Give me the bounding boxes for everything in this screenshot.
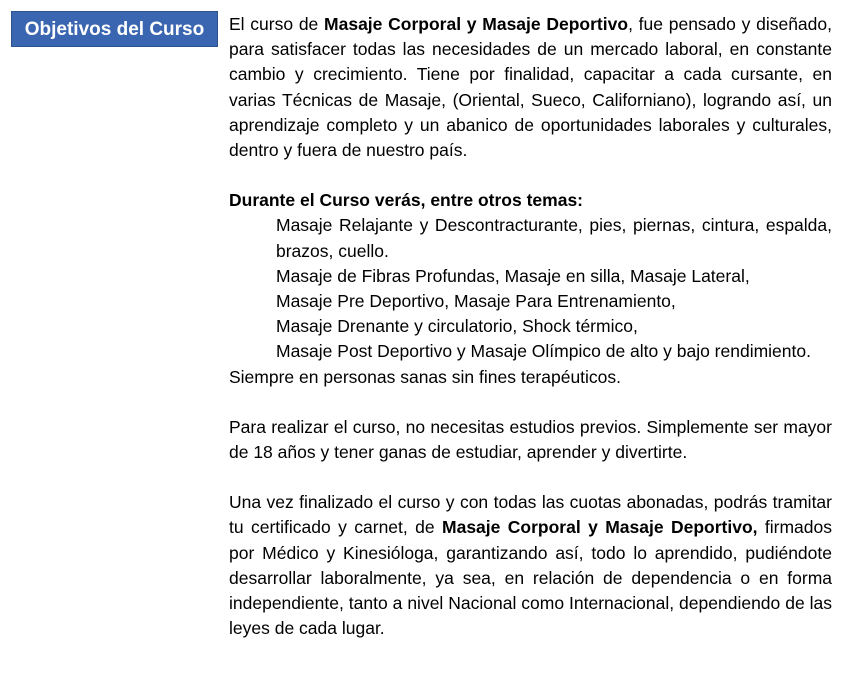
intro-text-end: , fue pensado y diseñado, para satisfacer todas las necesidades de un mercado laboral, en constante cambio y crecimiento. Tiene por finalidad, capacitar a cada cursante, en varias Técnicas de Masaje, (Oriental, Sueco, Californiano), logrando así, un aprendizaje completo y un abanico de oportunidades laborales y culturales, dentro y fuera de nuestro país. bbox=[229, 14, 832, 161]
certificate-text-end: firmados por Médico y Kinesióloga, garantizando así, todo lo aprendido, pudiéndote desarrollar laboralmente, ya sea, en relación de dependencia o en forma independiente, tanto a nivel Nacional como Internacional, dependiendo de las leyes de cada lugar. bbox=[229, 517, 832, 639]
certificate-text-start: Una vez finalizado el curso y con todas las cuotas abonadas, podrás tramitar tu certificado y carnet, de bbox=[229, 492, 832, 538]
topics-footer: Siempre en personas sanas sin fines terapéuticos. bbox=[229, 366, 622, 387]
topics-heading: Durante el Curso verás, entre otros temas: bbox=[229, 190, 584, 211]
intro-paragraph bbox=[229, 12, 832, 163]
course-name-bold: Masaje Corporal y Masaje Deportivo bbox=[324, 14, 629, 34]
spacer bbox=[229, 163, 832, 188]
certificate-name-bold: Masaje Corporal y Masaje Deportivo, bbox=[442, 517, 758, 538]
topic-item: Masaje Drenante y circulatorio, Shock térmico, bbox=[276, 316, 638, 337]
topic-item: Masaje Relajante y Descontracturante, pies, piernas, cintura, espalda, brazos, cuello. bbox=[276, 215, 832, 261]
topic-item: Masaje Post Deportivo y Masaje Olímpico de alto y bajo rendimiento. bbox=[276, 341, 811, 362]
topic-item: Masaje Pre Deportivo, Masaje Para Entrenamiento, bbox=[276, 291, 676, 312]
requirements-paragraph: Para realizar el curso, no necesitas estudios previos. Simplemente ser mayor de 18 años y tener ganas de estudiar, aprender y divertirte. bbox=[229, 416, 832, 463]
intro-text-start: El curso de bbox=[229, 14, 325, 34]
course-description bbox=[229, 12, 832, 641]
topic-item: Masaje de Fibras Profundas, Masaje en silla, Masaje Lateral, bbox=[276, 265, 750, 286]
spacer bbox=[229, 390, 832, 415]
spacer bbox=[229, 465, 832, 490]
section-title: Objetivos del Curso bbox=[11, 11, 218, 47]
topics-list bbox=[229, 213, 832, 364]
certificate-paragraph bbox=[229, 490, 832, 641]
